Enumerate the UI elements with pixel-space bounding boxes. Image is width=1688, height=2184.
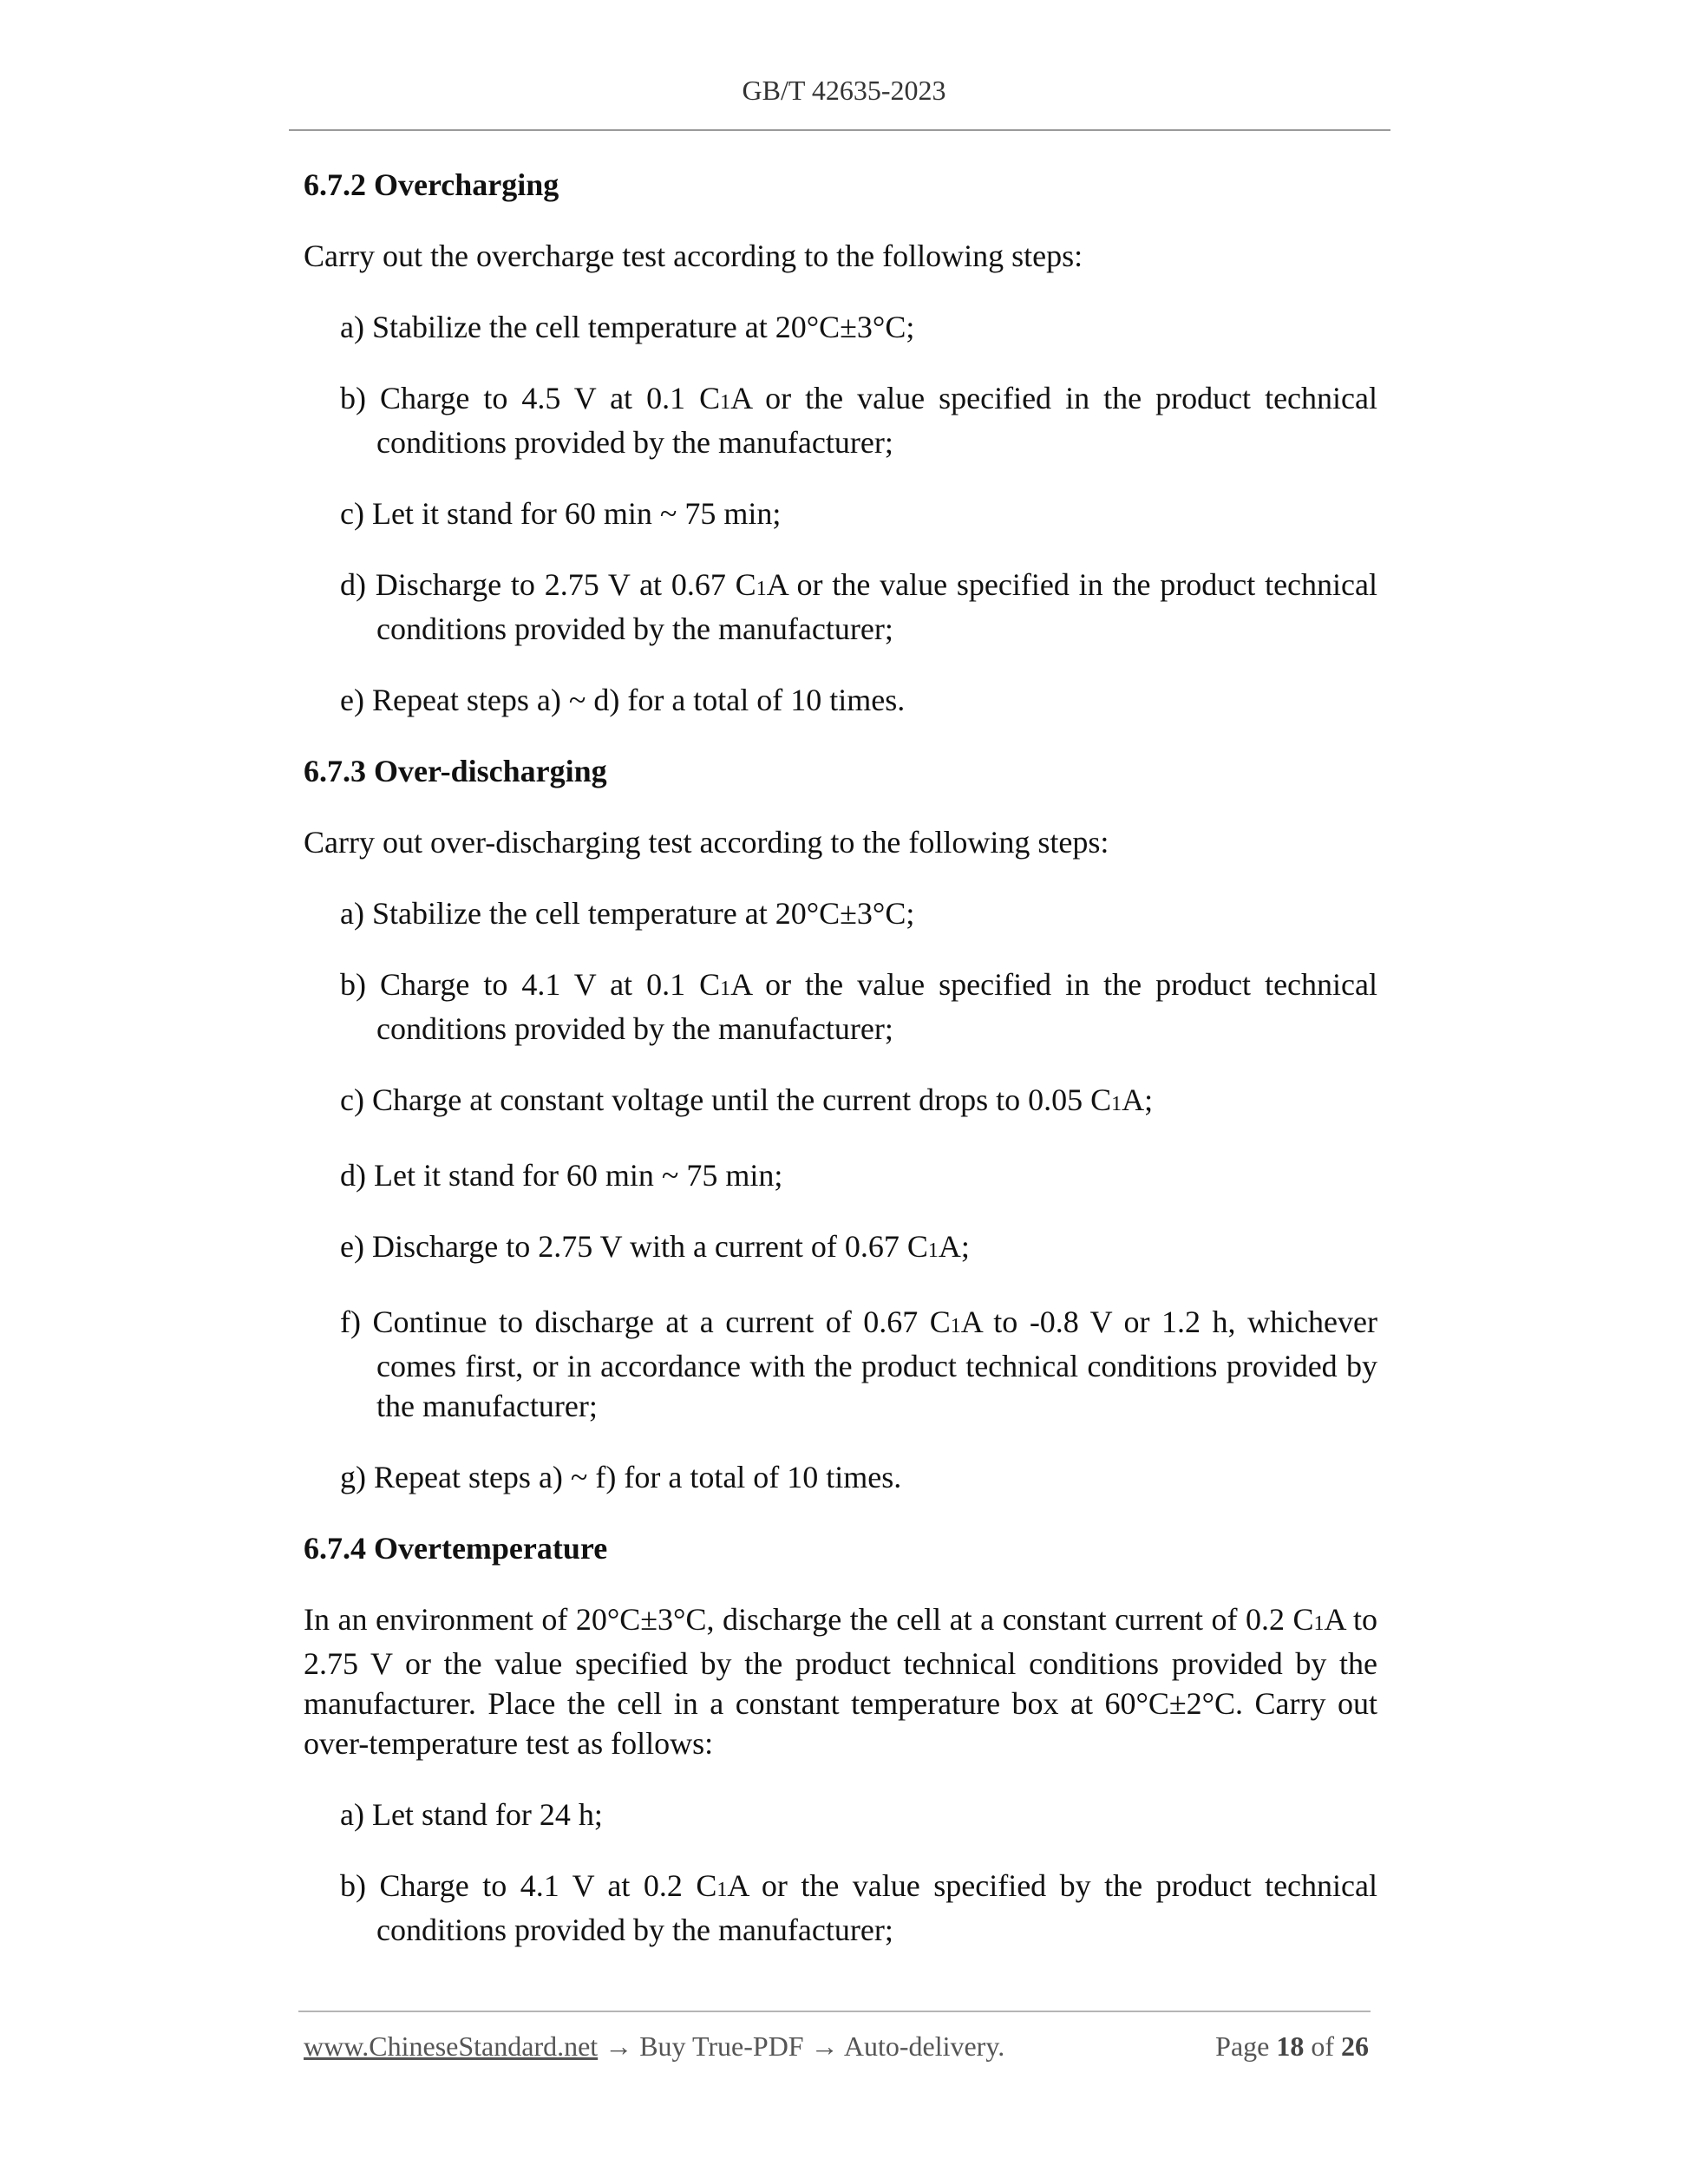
of-label: of (1311, 2030, 1334, 2062)
buy-pdf-text: Buy True-PDF (639, 2030, 804, 2062)
header-divider (289, 129, 1390, 131)
overcharge-step-c: c) Let it stand for 60 min ~ 75 min; (340, 496, 782, 531)
over-discharge-intro: Carry out over-discharging test according to the following steps: (304, 825, 1109, 860)
over-discharge-step-f: f) Continue to discharge at a current of 0.67 C1A to -0.8 V or 1.2 h, whichever comes first, or in accordance with the product technical conditions provided by the manufacturer; (340, 1305, 1377, 1423)
section-heading-overtemperature: 6.7.4 Overtemperature (304, 1531, 608, 1566)
overcharge-step-b: b) Charge to 4.5 V at 0.1 C1A or the value specified in the product technical conditions provided by the manufacturer; (340, 381, 1377, 460)
page-indicator (1215, 2030, 1369, 2063)
page-label: Page (1215, 2030, 1270, 2062)
overcharge-step-d: d) Discharge to 2.75 V at 0.67 C1A or the value specified in the product technical conditions provided by the manufacturer; (340, 567, 1378, 646)
over-discharge-step-c: c) Charge at constant voltage until the current drops to 0.05 C1A; (340, 1082, 1154, 1117)
over-discharge-step-e: e) Discharge to 2.75 V with a current of 0.67 C1A; (340, 1229, 970, 1264)
over-discharge-step-b: b) Charge to 4.1 V at 0.1 C1A or the value specified in the product technical conditions provided by the manufacturer; (340, 967, 1377, 1046)
website-link[interactable]: www.ChineseStandard.net (304, 2030, 599, 2062)
overtemperature-step-a: a) Let stand for 24 h; (340, 1797, 603, 1832)
footer-promo (304, 2030, 1004, 2063)
overtemperature-step-b: b) Charge to 4.1 V at 0.2 C1A or the value specified by the product technical conditions provided by the manufacturer; (340, 1868, 1377, 1947)
arrow-right-icon: → (605, 2030, 633, 2062)
overcharge-step-e: e) Repeat steps a) ~ d) for a total of 10 times. (340, 683, 906, 717)
over-discharge-step-d: d) Let it stand for 60 min ~ 75 min; (340, 1158, 783, 1193)
overtemperature-intro: In an environment of 20°C±3°C, discharge the cell at a constant current of 0.2 C1A to 2.75 V or the value specified by the product technical conditions provided by the manufacturer. Place the cell in a constant temperature box at 60°C±2°C. Carry out over-temperature test as follows: (304, 1602, 1378, 1761)
footer-divider (298, 2011, 1371, 2012)
auto-delivery-text: Auto-delivery. (843, 2030, 1005, 2062)
overcharge-intro: Carry out the overcharge test according to the following steps: (304, 239, 1083, 273)
overcharge-step-a: a) Stabilize the cell temperature at 20°C±3°C; (340, 310, 915, 344)
page-content (304, 165, 1377, 1981)
document-code-header: GB/T 42635-2023 (742, 75, 946, 106)
current-page-number: 18 (1276, 2030, 1305, 2062)
over-discharge-step-a: a) Stabilize the cell temperature at 20°C±3°C; (340, 896, 915, 931)
total-pages-number: 26 (1341, 2030, 1369, 2062)
section-heading-over-discharging: 6.7.3 Over-discharging (304, 754, 607, 788)
arrow-right-icon: → (810, 2030, 839, 2062)
section-heading-overcharging: 6.7.2 Overcharging (304, 167, 559, 202)
over-discharge-step-g: g) Repeat steps a) ~ f) for a total of 10 times. (340, 1460, 902, 1494)
